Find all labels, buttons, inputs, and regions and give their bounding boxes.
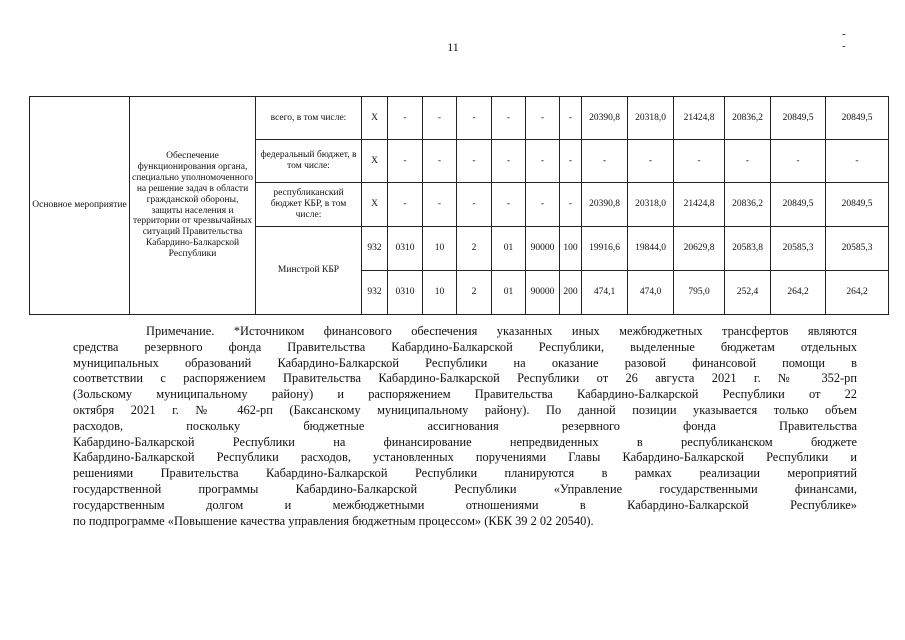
table-cell: 2 [457, 271, 492, 315]
table-cell: 20585,3 [771, 227, 826, 271]
table-cell: 20849,5 [771, 97, 826, 140]
table-cell: 932 [362, 227, 388, 271]
table-cell: - [388, 183, 423, 227]
table-cell: - [423, 97, 457, 140]
table-cell: 0310 [388, 227, 423, 271]
note-line: Кабардино-Балкарской Республики на финансирование непредвиденных в республиканском бюджете [73, 434, 857, 449]
note-line: (Зольскому муниципальному району) и распоряжением Правительства Кабардино-Балкарской Республики от 22 [73, 387, 857, 402]
note-line: соответствии с распоряжением Правительства Кабардино-Балкарской Республики от 26 августа 2021 г. № 352-рп [73, 371, 857, 386]
source-label-cell: всего, в том числе: [256, 97, 362, 140]
table-cell: 20629,8 [674, 227, 725, 271]
budget-table [29, 96, 889, 315]
table-cell: 10 [423, 271, 457, 315]
table-cell: 21424,8 [674, 97, 725, 140]
table-cell: 20849,5 [826, 183, 889, 227]
table-cell: - [457, 140, 492, 183]
event-type-cell: Основное мероприятие [30, 97, 130, 315]
table-cell: 20583,8 [725, 227, 771, 271]
table-cell: - [492, 140, 526, 183]
table-cell: 90000 [526, 227, 560, 271]
table-cell: 20836,2 [725, 97, 771, 140]
table-cell: - [457, 183, 492, 227]
page-number: 11 [447, 40, 459, 54]
table-cell: 20390,8 [582, 183, 628, 227]
table-cell: - [388, 97, 423, 140]
table-cell: 19916,6 [582, 227, 628, 271]
table-cell: 932 [362, 271, 388, 315]
table-cell: 90000 [526, 271, 560, 315]
table-cell: 20836,2 [725, 183, 771, 227]
table-cell: - [560, 97, 582, 140]
table-cell: - [457, 97, 492, 140]
table-cell: - [423, 140, 457, 183]
table-cell: 19844,0 [628, 227, 674, 271]
table-cell: - [771, 140, 826, 183]
table-cell: 474,0 [628, 271, 674, 315]
table-cell: - [388, 140, 423, 183]
table-cell: 264,2 [826, 271, 889, 315]
table-cell: - [674, 140, 725, 183]
table-cell: 2 [457, 227, 492, 271]
table-cell: - [423, 183, 457, 227]
table-cell: - [560, 183, 582, 227]
table-cell: X [362, 97, 388, 140]
table-cell: 20318,0 [628, 97, 674, 140]
note-paragraph [73, 324, 857, 529]
note-line: по подпрограмме «Повышение качества управления бюджетным процессом» (КБК 39 2 02 20540). [73, 513, 594, 528]
source-label-cell: федеральный бюджет, в том числе: [256, 140, 362, 183]
note-line: решениями Правительства Кабардино-Балкарской Республики планируются в рамках реализации мероприятий [73, 466, 857, 481]
corner-mark: - - [842, 28, 880, 52]
note-line: расходов, поскольку бюджетные ассигнования резервного фонда Правительства [73, 418, 857, 433]
table-cell: 21424,8 [674, 183, 725, 227]
event-name-cell: Обеспечение функционирования органа, специально уполномоченного на решение задач в области гражданской обороны, защиты населения и территории от чрезвычайных ситуаций Правительства Кабардино-Балкарской Республики [130, 97, 256, 315]
table-cell: 264,2 [771, 271, 826, 315]
table-cell: 0310 [388, 271, 423, 315]
source-label-cell: Минстрой КБР [256, 227, 362, 315]
table-cell: - [492, 183, 526, 227]
table-cell: 20849,5 [826, 97, 889, 140]
note-line: муниципальных образований Кабардино-Балкарской Республики на оказание разовой финансовой помощи в [73, 355, 857, 370]
table-cell: 200 [560, 271, 582, 315]
table-cell: 20849,5 [771, 183, 826, 227]
table-cell: - [725, 140, 771, 183]
table-cell: 10 [423, 227, 457, 271]
table-cell: X [362, 183, 388, 227]
note-line: государственным долгом и межбюджетными отношениями в Кабардино-Балкарской Республике» [73, 497, 857, 512]
table-cell: - [492, 97, 526, 140]
table-cell: 20318,0 [628, 183, 674, 227]
table-row [30, 97, 889, 140]
table-cell: 252,4 [725, 271, 771, 315]
table-cell: 20390,8 [582, 97, 628, 140]
table-cell: 100 [560, 227, 582, 271]
table-cell: 20585,3 [826, 227, 889, 271]
table-cell: - [582, 140, 628, 183]
table-cell: - [526, 97, 560, 140]
table-cell: 474,1 [582, 271, 628, 315]
table-cell: - [628, 140, 674, 183]
table-cell: 01 [492, 227, 526, 271]
table-cell: 795,0 [674, 271, 725, 315]
note-line: октября 2021 г. № 462-рп (Баксанскому муниципальному району). По данной позиции указывается только объем [73, 402, 857, 417]
table-cell: 01 [492, 271, 526, 315]
note-line: Кабардино-Балкарской Республики расходов, установленных поручениями Главы Кабардино-Балкарской Республики и [73, 450, 857, 465]
table-cell: X [362, 140, 388, 183]
note-line: средства резервного фонда Правительства Кабардино-Балкарской Республики, выделенные бюджетам отдельных [73, 339, 857, 354]
source-label-cell: республиканский бюджет КБР, в том числе: [256, 183, 362, 227]
table-cell: - [526, 183, 560, 227]
table-cell: - [526, 140, 560, 183]
table-cell: - [560, 140, 582, 183]
table-cell: - [826, 140, 889, 183]
note-line: государственной программы Кабардино-Балкарской Республики «Управление государственными финансами, [73, 481, 857, 496]
note-line: Примечание. *Источником финансового обеспечения указанных иных межбюджетных трансфертов являются [146, 324, 857, 338]
